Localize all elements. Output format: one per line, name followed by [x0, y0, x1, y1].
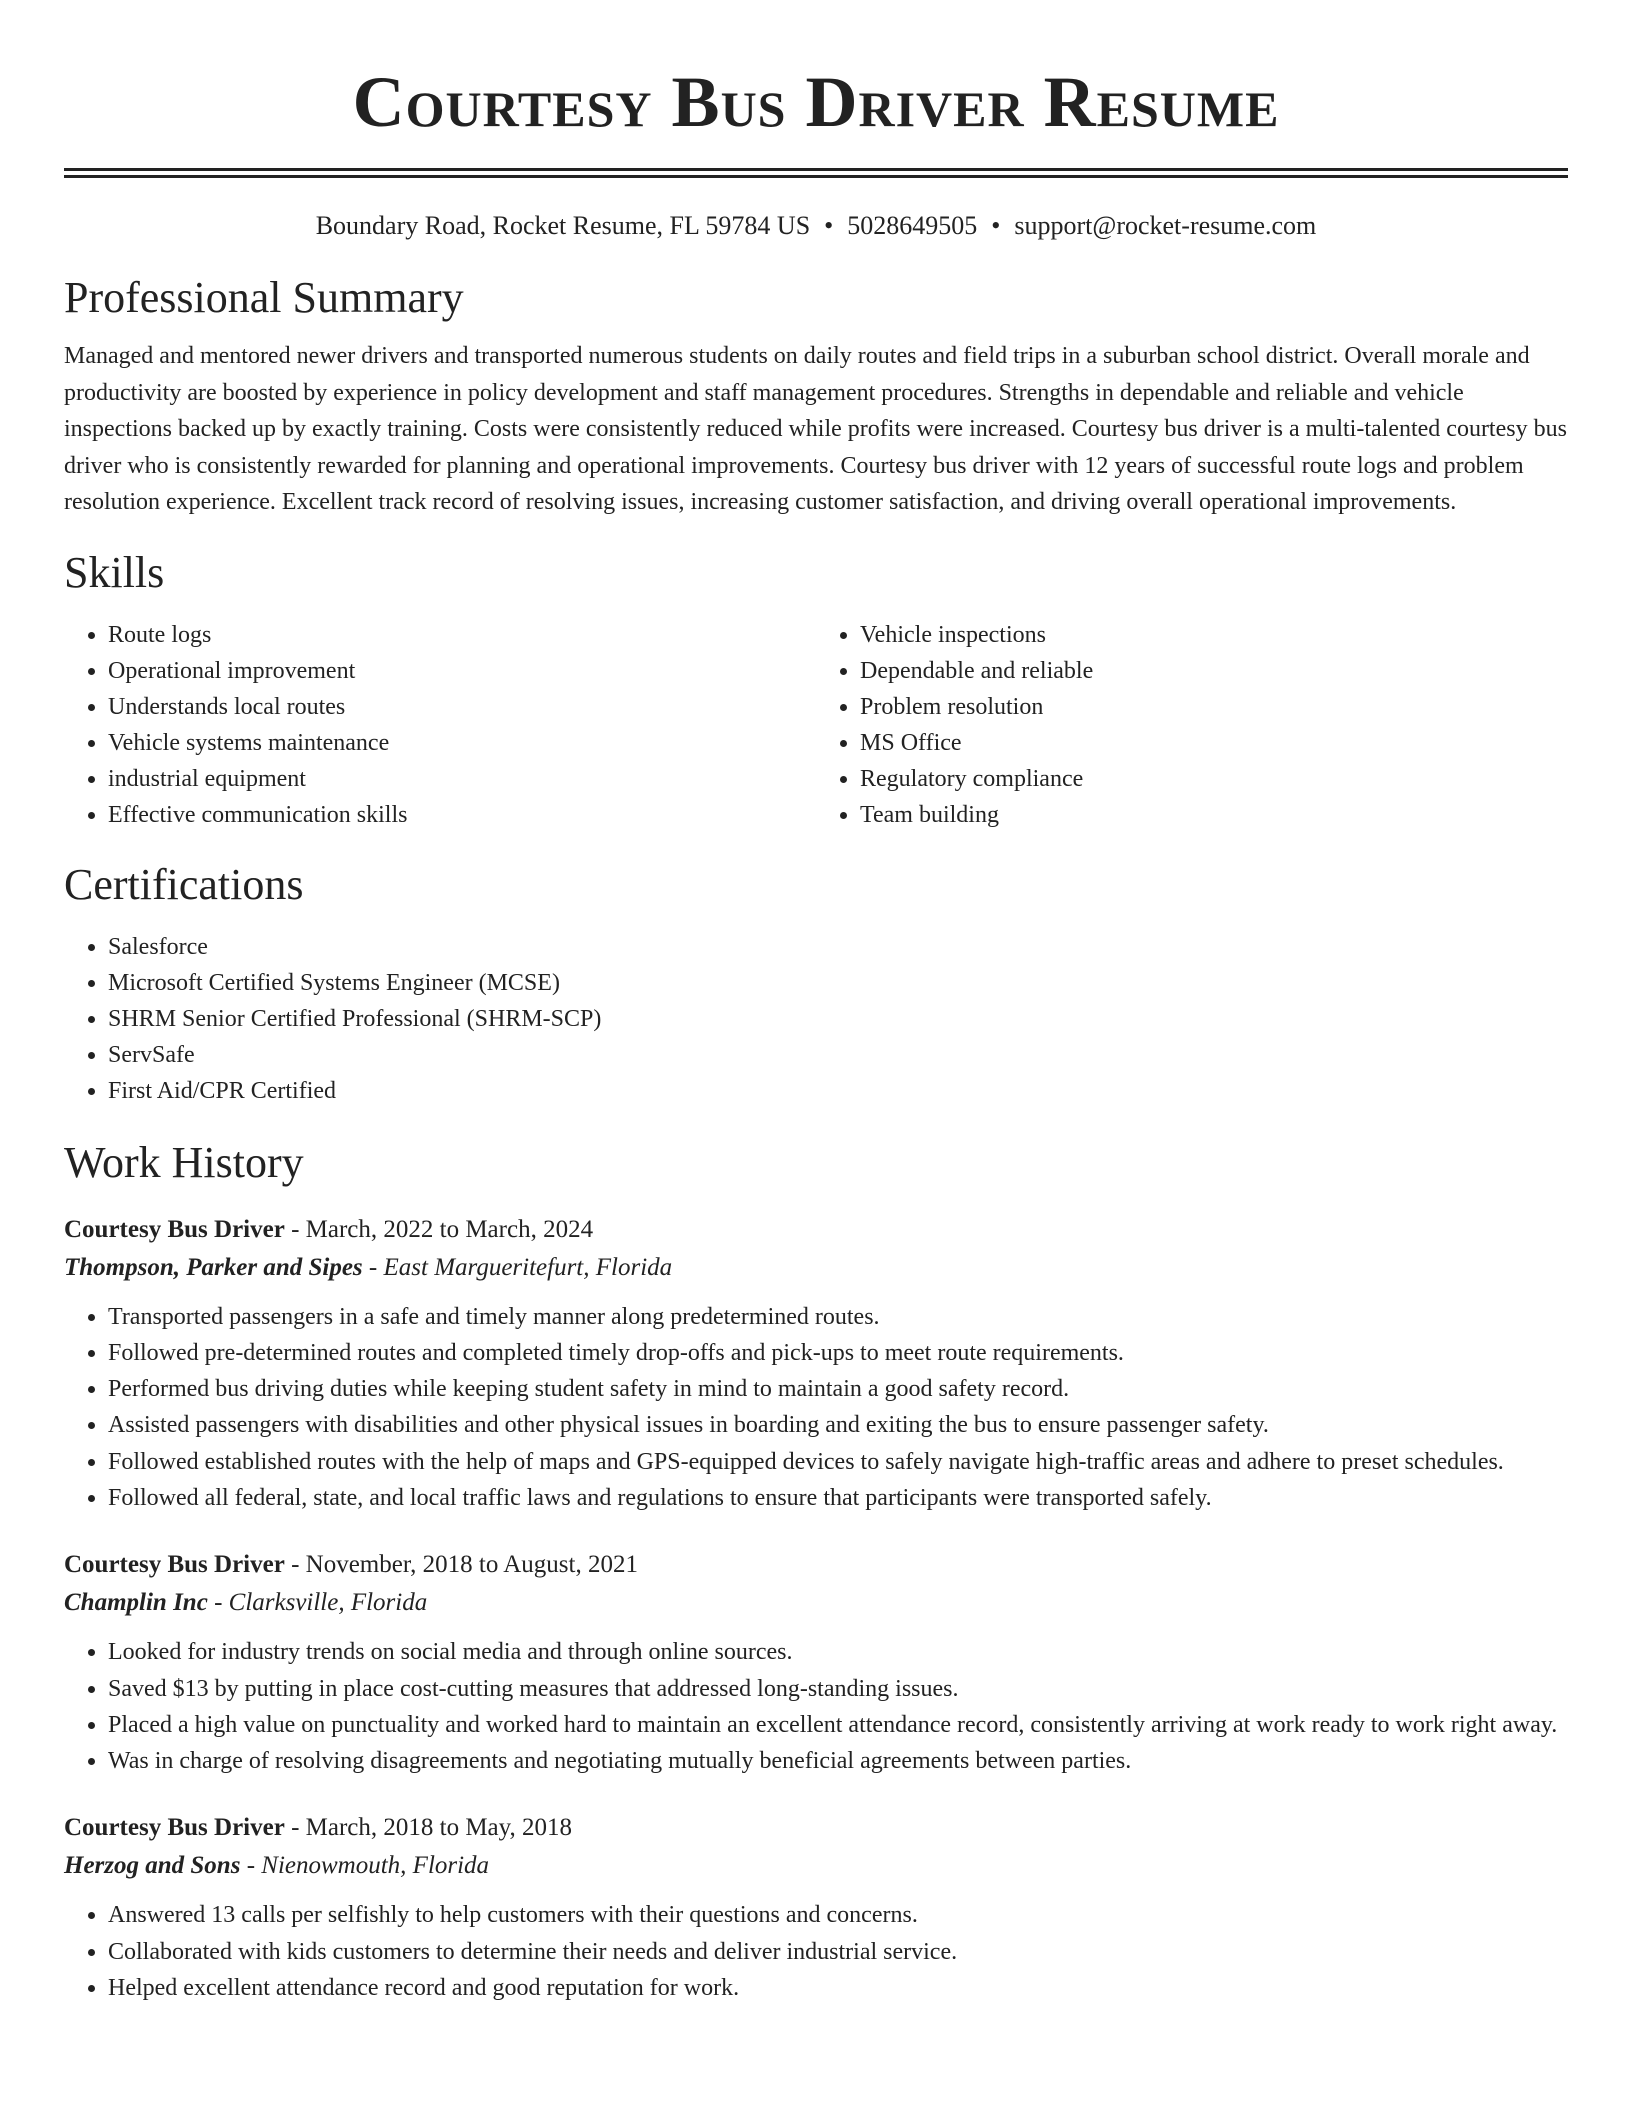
job-bullet: • Followed established routes with the help of maps and GPS-equipped devices to safely navigate high-traffic areas and adhere to preset schedules.: [108, 1444, 1568, 1480]
certifications-heading: Certifications: [64, 859, 304, 909]
job-heading: [64, 1809, 1568, 1847]
contact-separator: •: [991, 211, 1001, 240]
contact-separator: •: [824, 211, 834, 240]
skill-item: • Vehicle systems maintenance: [108, 725, 816, 761]
resume-title: Courtesy Bus Driver Resume: [352, 62, 1280, 142]
summary-heading: Professional Summary: [64, 273, 464, 322]
job-bullet: • Performed bus driving duties while keeping student safety in mind to maintain a good safety record.: [108, 1371, 1568, 1407]
job-entry: [64, 1809, 1568, 2006]
job-company-line: [64, 1847, 1568, 1885]
certifications-list: [64, 929, 1568, 1109]
job-bullet: • Saved $13 by putting in place cost-cutting measures that addressed long-standing issues.: [108, 1671, 1568, 1707]
job-entry: [64, 1546, 1568, 1779]
contact-phone: 5028649505: [847, 211, 978, 240]
job-role: Courtesy Bus Driver: [64, 1814, 285, 1842]
job-company: Herzog and Sons: [64, 1852, 241, 1880]
skill-item: • Understands local routes: [108, 689, 816, 725]
contact-email: support@rocket-resume.com: [1014, 211, 1317, 240]
title-double-rule: [64, 168, 1568, 178]
job-location: - Nienowmouth, Florida: [240, 1852, 490, 1880]
job-role: Courtesy Bus Driver: [64, 1551, 285, 1579]
skill-item: • Dependable and reliable: [860, 653, 1568, 689]
skill-item: • Regulatory compliance: [860, 761, 1568, 797]
job-dates: - November, 2018 to August, 2021: [284, 1551, 638, 1579]
job-company-line: [64, 1584, 1568, 1622]
summary-text: Managed and mentored newer drivers and transported numerous students on daily routes and field trips in a suburban school district. Overall morale and productivity are boosted by experience in policy development and staff management procedures. Strengths in dependable and reliable and vehicle inspections backed up by exactly training. Costs were consistently reduced while profits were increased. Courtesy bus driver is a multi-talented courtesy bus driver who is consistently rewarded for planning and operational improvements. Courtesy bus driver with 12 years of successful route logs and problem resolution experience. Excellent track record of resolving issues, increasing customer satisfaction, and driving overall operational improvements.: [64, 343, 1567, 515]
contact-address: Boundary Road, Rocket Resume, FL 59784 US: [315, 211, 811, 240]
job-bullets: [64, 1634, 1568, 1779]
job-bullet: • Assisted passengers with disabilities and other physical issues in boarding and exiting the bus to ensure passenger safety.: [108, 1407, 1568, 1443]
certification-item: • First Aid/CPR Certified: [108, 1073, 1568, 1109]
skills-columns: [64, 617, 1568, 833]
job-company: Thompson, Parker and Sipes: [64, 1253, 363, 1281]
job-bullet: • Helped excellent attendance record and good reputation for work.: [108, 1970, 1568, 2006]
skill-item: • Problem resolution: [860, 689, 1568, 725]
skill-item: • Team building: [860, 797, 1568, 833]
job-bullets: [64, 1897, 1568, 2006]
job-heading: [64, 1546, 1568, 1584]
job-location: - Clarksville, Florida: [207, 1589, 428, 1617]
skill-item: • Effective communication skills: [108, 797, 816, 833]
skill-item: • Route logs: [108, 617, 816, 653]
job-bullet: • Collaborated with kids customers to determine their needs and deliver industrial service.: [108, 1934, 1568, 1970]
job-location: - East Margueritefurt, Florida: [362, 1253, 673, 1281]
job-bullet: • Looked for industry trends on social media and through online sources.: [108, 1634, 1568, 1670]
job-company: Champlin Inc: [64, 1589, 208, 1617]
job-entry: [64, 1211, 1568, 1517]
job-bullet: • Answered 13 calls per selfishly to help customers with their questions and concerns.: [108, 1897, 1568, 1933]
job-bullet: • Transported passengers in a safe and timely manner along predetermined routes.: [108, 1299, 1568, 1335]
job-bullet: • Followed pre-determined routes and completed timely drop-offs and pick-ups to meet route requirements.: [108, 1335, 1568, 1371]
job-bullet: • Was in charge of resolving disagreements and negotiating mutually beneficial agreements between parties.: [108, 1743, 1568, 1779]
skill-item: • Vehicle inspections: [860, 617, 1568, 653]
job-bullet: • Followed all federal, state, and local traffic laws and regulations to ensure that participants were transported safely.: [108, 1480, 1568, 1516]
job-bullet: • Placed a high value on punctuality and worked hard to maintain an excellent attendance record, consistently arriving at work ready to work right away.: [108, 1707, 1568, 1743]
contact-line: [64, 208, 1568, 244]
job-role: Courtesy Bus Driver: [64, 1215, 285, 1243]
job-company-line: [64, 1249, 1568, 1287]
skills-heading: Skills: [64, 547, 165, 597]
skills-list-right: [816, 617, 1568, 833]
skill-item: • industrial equipment: [108, 761, 816, 797]
certification-item: • Salesforce: [108, 929, 1568, 965]
work-history-heading: Work History: [64, 1137, 304, 1187]
job-dates: - March, 2022 to March, 2024: [284, 1215, 594, 1243]
job-bullets: [64, 1299, 1568, 1517]
skill-item: • MS Office: [860, 725, 1568, 761]
certification-item: • Microsoft Certified Systems Engineer (MCSE): [108, 965, 1568, 1001]
skills-list-left: [64, 617, 816, 833]
certification-item: • SHRM Senior Certified Professional (SHRM-SCP): [108, 1001, 1568, 1037]
skill-item: • Operational improvement: [108, 653, 816, 689]
certification-item: • ServSafe: [108, 1037, 1568, 1073]
job-heading: [64, 1211, 1568, 1249]
job-dates: - March, 2018 to May, 2018: [284, 1814, 573, 1842]
